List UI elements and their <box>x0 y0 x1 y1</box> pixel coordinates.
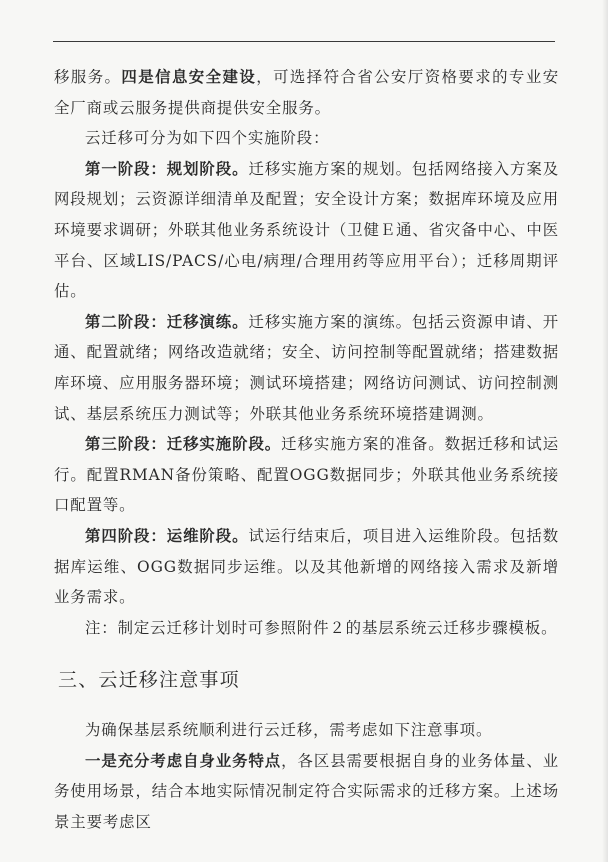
text-run: ，可选择符合省公安厅资格要求的专业安全厂商或云服务提供商提供安全服务。 <box>54 68 559 117</box>
paragraph-continuation <box>54 62 559 123</box>
bold-text-run: 第一阶段：规划阶段。 <box>85 159 249 178</box>
bold-text-run: 第三阶段：迁移实施阶段。 <box>85 435 282 454</box>
bold-text-run: 第二阶段：迁移演练。 <box>85 312 249 331</box>
section-heading: 三、云迁移注意事项 <box>58 669 240 692</box>
document-body <box>54 62 559 838</box>
text-run: 为确保基层系统顺利进行云迁移，需考虑如下注意事项。 <box>85 721 493 740</box>
paragraph-phase-2 <box>54 307 559 429</box>
paragraph-intro-phases <box>54 123 559 154</box>
text-run: 迁移实施方案的演练。包括云资源申请、开通、配置就绪；网络改造就绪；安全、访问控制等配置就绪；搭建数据库环境、应用服务器环境；测试环境搭建；网络访问测试、访问控制测试、基层系统压力测试等；外联其他业务系统环境搭建调测。 <box>54 312 560 423</box>
paragraph-phase-3 <box>54 429 559 521</box>
text-run: 试运行结束后，项目进入运维阶段。包括数据库运维、OGG数据同步运维。以及其他新增的网络接入需求及新增业务需求。 <box>54 526 559 607</box>
page-edge-shadow <box>602 0 608 862</box>
text-run: 注：制定云迁移计划时可参照附件２的基层系统云迁移步骤模板。 <box>85 618 558 637</box>
text-run: 迁移实施方案的规划。包括网络接入方案及网段规划；云资源详细清单及配置；安全设计方案；数据库环境及应用环境要求调研；外联其他业务系统设计（卫健Ｅ通、省灾备中心、中医平台、区域LIS/PACS/心电/病理/合理用药等应用平台）；迁移周期评估。 <box>54 159 560 301</box>
paragraph-consideration-1 <box>54 746 559 838</box>
bold-text-run: 第四阶段：运维阶段。 <box>85 526 249 545</box>
text-run: 移服务。 <box>54 68 122 86</box>
text-run: ，各区县需要根据自身的业务体量、业务使用场景，结合本地实际情况制定符合实际需求的迁移方案。上述场景主要考虑区 <box>54 751 560 832</box>
text-run: 迁移实施方案的准备。数据迁移和试运行。配置RMAN备份策略、配置OGG数据同步；外联其他业务系统接口配置等。 <box>54 435 559 515</box>
paragraph-phase-1 <box>54 154 559 307</box>
paragraph-considerations-intro <box>54 715 559 746</box>
paragraph-note <box>54 613 559 644</box>
bold-text-run: 四是信息安全建设 <box>121 68 257 86</box>
text-run: 云迁移可分为如下四个实施阶段： <box>85 129 330 148</box>
paragraph-phase-4 <box>54 521 559 613</box>
header-divider <box>53 41 555 42</box>
bold-text-run: 一是充分考虑自身业务特点 <box>85 751 282 770</box>
